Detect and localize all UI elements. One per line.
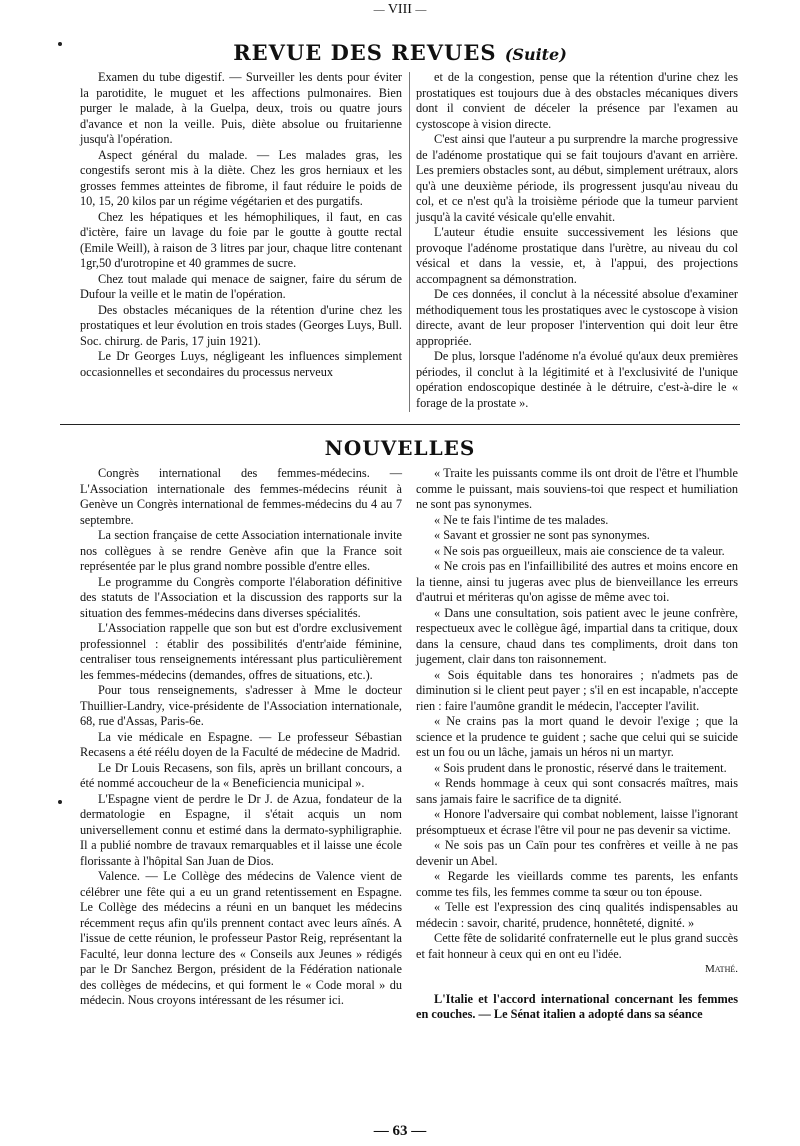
bottom-right-column [416,466,738,1023]
paragraph: Pour tous renseignements, s'adresser à Mme le docteur Thuillier-Landry, vice-présidente de l'Association internationale, 68, rue d'Assas, Paris-6e. [80,683,402,728]
paragraph: De plus, lorsque l'adénome n'a évolué qu'aux deux premières périodes, il conclut à la légitimité et à l'exclusivité de l'unique opération endoscopique destinée à le détruire, c'est-à-dire le « forage de la prostate ». [416,349,738,410]
paragraph: Congrès international des femmes-médecins. — L'Association internationale des femmes-médecins réunit à Genève un Congrès international de femmes-médecins du 4 au 7 septembre. [80,466,402,527]
paragraph: La section française de cette Association internationale invite nos collègues à se rendre Genève afin que la France soit représentée par le plus grand nombre possible d'entre elles. [80,528,402,573]
paragraph: « Honore l'adversaire qui combat noblement, laisse l'ignorant présomptueux et écrase l'être vil pour ne pas devenir sa victime. [416,807,738,837]
paragraph: « Ne crains pas la mort quand le devoir l'exige ; que la science et la prudence te guident ; sache que celui qui se suicide est un fou ou un lâche, jamais un héros ni un martyr. [416,714,738,759]
paragraph: Valence. — Le Collège des médecins de Valence vient de célébrer une fête qui a eu un grand retentissement en Espagne. Le Collège des médecins a réuni en un banquet les médecins récemment reçus afin qu'ils prennent contact avec leurs aînés. A l'issue de cette réunion, le professeur Pastor Reig, représentant la Faculté, leur donna lecture des « Conseils aux Jeunes » rédigés par le Dr Sanchez Bergon, président de la Fédération nationale des collèges de médecins, et qui forment le « Code moral » du médecin. Nous croyons intéressant de les résumer ici. [80,869,402,1007]
paragraph: Chez les hépatiques et les hémophiliques, il faut, en cas d'ictère, faire un lavage du foie par le goutte à goutte rectal (Emile Weill), à raison de 3 litres par jour, chaque litre contenant 1gr,50 d'urotropine et 40 grammes de sucre. [80,209,402,270]
paragraph: « Telle est l'expression des cinq qualités indispensables au médecin : savoir, charité, prudence, honnêteté, dignité. » [416,900,738,930]
paragraph: « Sois équitable dans tes honoraires ; n'admets pas de diminution si le client peut payer ; s'il en est incapable, n'accepte rien : faire l'aumône grandit le médecin, l'accepter l'avilit. [416,667,738,713]
paragraph: Cette fête de solidarité confraternelle eut le plus grand succès et fait honneur à ceux qui en ont eu l'idée. [416,931,738,961]
margin-mark [58,42,62,46]
section-divider [60,424,740,425]
column-divider-top [409,72,410,412]
paragraph: « Regarde les vieillards comme tes parents, les enfants comme tes fils, les femmes comme ta sœur ou ton épouse. [416,869,738,899]
page-number: — 63 — [373,1123,427,1139]
bottom-left-column [80,466,402,1009]
paragraph: Des obstacles mécaniques de la rétention d'urine chez les prostatiques et leur évolution en trois stades (Georges Luys, Bull. Soc. chirurg. de Paris, 17 juin 1921). [80,302,402,348]
paragraph: Le programme du Congrès comporte l'élaboration définitive des statuts de l'Association et la discussion des rapports sur la situation des femmes-médecins dans diverses spécialités. [80,574,402,620]
paragraph: « Dans une consultation, sois patient avec le jeune confrère, respectueux avec le collègue âgé, impartial dans ta critique, doux dans la censure, chaud dans tes compliments, droit dans ton jugement, clair dans ton raisonnement. [416,605,738,666]
paragraph: et de la congestion, pense que la rétention d'urine chez les prostatiques est toujours due à des obstacles mécaniques divers dont il convient de déceler la présence par l'examen au cystoscope à vision directe. [416,70,738,131]
paragraph: Le Dr Georges Luys, négligeant les influences simplement occasionnelles et secondaires du processus nerveux [80,349,402,379]
paragraph: « Ne sois pas orgueilleux, mais aie conscience de ta valeur. [434,543,725,558]
paragraph: « Savant et grossier ne sont pas synonymes. [434,528,650,542]
margin-mark [58,800,62,804]
paragraph: Le Dr Louis Recasens, son fils, après un brillant concours, a été nommé accoucheur de la « Beneficiencia municipal ». [80,760,402,790]
paragraph: « Traite les puissants comme ils ont droit de l'être et l'humble comme le puissant, mais souviens-toi que respect et humiliation ne sont pas synonymes. [416,466,738,511]
paragraph: Chez tout malade qui menace de saigner, faire du sérum de Dufour la veille et le matin de l'opération. [80,271,402,301]
paragraph: L'Espagne vient de perdre le Dr J. de Azua, fondateur de la dermatologie en Espagne, il s'était acquis un nom universellement connu et estimé dans la dermato-syphiligraphie. Il a publié nombre de travaux remarquables et il laisse une école florissante à l'hôpital San Juan de Dios. [80,791,402,868]
paragraph: « Ne te fais l'intime de tes malades. [434,512,609,527]
top-right-column [416,70,738,411]
page-roman-numeral: — VIII — [373,2,427,17]
paragraph: Aspect général du malade. — Les malades gras, les congestifs seront mis à la diète. Chez les gros herniaux et les grosses femmes atteintes de fibrome, il faut réduire le poids de 10, 15, 20 kilos par un régime végétarien et des purgatifs. [80,147,402,208]
paragraph: L'auteur étudie ensuite successivement les lésions que provoque l'adénome prostatique dans l'urètre, au niveau du col vésical et dans la vessie, et, à l'appui, des projections accompagnent sa démonstration. [416,225,738,286]
section-title: NOUVELLES [324,436,476,460]
page-title: REVUE DES REVUES (Suite) [233,40,567,65]
paragraph: C'est ainsi que l'auteur a pu surprendre la marche progressive de l'adénome prostatique qui se fait toujours d'avant en arrière. Les premiers obstacles sont, au début, simplement urétraux, alors qu'à une deuxième période, ils progressent jusqu'au niveau du col, et ce n'est qu'à la troisième période que la tumeur parvient jusqu'à la cavité vésicale qu'elle envahit. [416,132,738,224]
news-item-italy: L'Italie et l'accord international concernant les femmes en couches. — Le Sénat italien a adopté dans sa séance [416,991,738,1021]
paragraph: L'Association rappelle que son but est d'ordre exclusivement professionnel : établir des possibilités d'entr'aide féminine, centraliser tous renseignements intéressant plus particulièrement les femmes-médecins (demandes, offres de situations, etc.). [80,621,402,682]
paragraph: « Sois prudent dans le pronostic, réservé dans le traitement. [434,760,727,775]
paragraph: De ces données, il conclut à la nécessité absolue d'examiner méthodiquement tous les prostatiques avec le cystoscope à vision directe, avant de leur proposer l'intervention qui doit leur être appropriée. [416,287,738,348]
paragraph: Examen du tube digestif. — Surveiller les dents pour éviter la parotidite, le muguet et les affections pulmonaires. Bien purger le malade, à la Guelpa, deux, trois ou quatre jours d'avance et non la veille. Puis, diète absolue ou fruitarienne jusqu'à l'opération. [80,70,402,146]
paragraph: « Ne sois pas un Caïn pour tes confrères et veille à ne pas devenir un Abel. [416,838,738,868]
top-left-column [80,70,402,380]
author-signature: Mathé. [705,963,738,975]
paragraph: « Rends hommage à ceux qui sont consacrés maîtres, mais sans jamais faire le sacrifice de ta dignité. [416,776,738,806]
paragraph: La vie médicale en Espagne. — Le professeur Sébastian Recasens a été réélu doyen de la Faculté de médecine de Madrid. [80,729,402,759]
paragraph: « Ne crois pas en l'infaillibilité des autres et moins encore en la tienne, ainsi tu jugeras avec plus de bienveillance les erreurs d'autrui et mériteras qu'on agisse de même avec toi. [416,559,738,604]
